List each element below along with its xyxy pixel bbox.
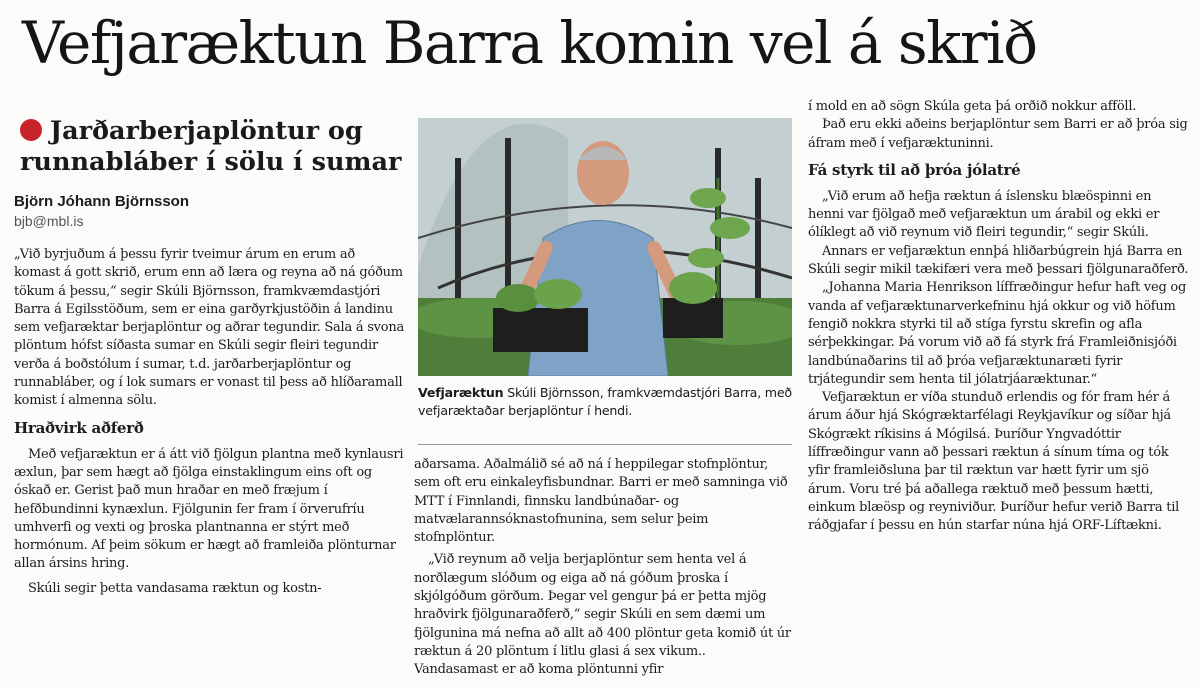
photo-illustration [418,118,792,376]
paragraph: Vefjaræktun er víða stunduð erlendis og fór fram hér á árum áður hjá Skógræktarfélagi Reykjavíkur og síðar hjá Skógrækt ríkisins á Mógilsá. Þuríður Yngvadóttir líffræðingur vann að þessari ræktun á sínum tíma og tók yfir framleiðsluna þar til ræktun var hætt fyrir um sjö árum. Voru tré þá aðallega ræktuð með þessum hætti, einkum blæösp og reyniviður. Þuríður hefur verið Barra til ráðgjafar í þessu en hún starfar núna hjá ORF-Líftækni. [808,390,1180,534]
paragraph: Með vefjaræktun er á átt við fjölgun plantna með kynlausri æxlun, þar sem hægt að fjölga einstaklingum eins oft og óskað er. Gerist það mun hraðar en með fræjum í hefðbundinni kynæxlun. Fjölgunin fer fram í örverufríu umhverfi og vexti og þroska plantnanna er stýrt með hormónum. Af þeim sökum er hægt að framleiða plönturnar allan ársins hring. [14,446,404,572]
paragraph: í mold en að sögn Skúla geta þá orðið nokkur afföll. [808,99,1137,114]
column-2 [414,456,792,680]
paragraph: Annars er vefjaræktun ennþá hliðarbúgrein hjá Barra en Skúli segir mikil tækifæri vera með þessari fjölgunaraðferð. [808,243,1189,278]
caption-divider [418,444,792,445]
author-email[interactable]: bjb@mbl.is [14,213,84,229]
article-photo [418,118,792,376]
paragraph: Það eru ekki aðeins berjaplöntur sem Barri er að þróa sig áfram með í vefjaræktuninni. [808,117,1188,151]
photo-caption [418,384,794,420]
section-heading: Fá styrk til að þróa jólatré [808,160,1021,179]
byline: Björn Jóhann Björnsson [14,193,190,210]
subhead [20,116,410,178]
paragraph: „Við byrjuðum á þessu fyrir tveimur árum en erum að komast á gott skrið, erum enn að læra og reyna að ná góðum tökum á þessu,“ segir Skúli Björnsson, framkvæmdastjóri Barra á Egilsstöðum, sem er eina garðyrkjustöðin á landinu sem vefjaræktar berjaplöntur og aðrar tegundir. Sala á svona plöntum hófst síðasta sumar en Skúli segir fleiri tegundir verða á boðstólum í sumar, t.d. jarðarberjaplöntur og runnabláber, og í lok sumars er vonast til þess að hlíðaramall komist í almenna sölu. [14,247,404,409]
column-3 [808,98,1190,536]
column-1 [14,246,404,598]
caption-lead: Vefjaræktun [418,385,504,400]
caption-text: Skúli Björnsson, framkvæmdastjóri Barra, með vefjaræktaðar berjaplöntur í hendi. [418,385,792,418]
paragraph: „Johanna Maria Henrikson líffræðingur hefur haft veg og vanda af vefjaræktunarverkefninu hjá okkur og við höfum fengið nokkra styrki til að stíga fyrstu skrefin og afla sérþekkingar. Þá vorum við að fá styrk frá Framleiðnisjóði landbúnaðarins til að þróa vefjaræktunaræti fyrir trjátegundir sem henta til jólatrjáaræktunar.“ [808,280,1187,387]
section-heading: Hraðvirk aðferð [14,418,144,437]
paragraph: aðarsama. Aðalmálið sé að ná í heppilegar stofnplöntur, sem oft eru einkaleyfisbundnar. Barri er með samninga við MTT í Finnlandi, finnsku landbúnaðar- og matvælarannsóknastofnunina, sem selur þeim stofnplöntur. [414,457,788,546]
paragraph: „Við reynum að velja berjaplöntur sem henta vel á norðlægum slóðum og eiga að ná góðum þroska í skjólgóðum görðum. Þegar vel gengur þá er þetta mjög hraðvirk fjölgunaraðferð,“ segir Skúli en sem dæmi um fjölgunina má nefna að allt að 400 plöntur geta komið út úr ræktun á 20 plöntum í litlu glasi á sex vikum.. Vandasamast er að koma plöntunni yfir [414,552,791,678]
headline: Vefjaræktun Barra komin vel á skrið [22,9,1037,77]
red-bullet-icon [20,119,42,141]
paragraph: „Við erum að hefja ræktun á íslensku blæöspinni en henni var fjölgað með vefjaræktun um árabil og ekki er ólíklegt að við reynum við fleiri tegundir,“ segir Skúli. [808,188,1160,241]
subhead-text: Jarðarberjaplöntur og runnabláber í sölu í sumar [20,116,402,177]
paragraph: Skúli segir þetta vandasama ræktun og kostn- [28,580,322,596]
